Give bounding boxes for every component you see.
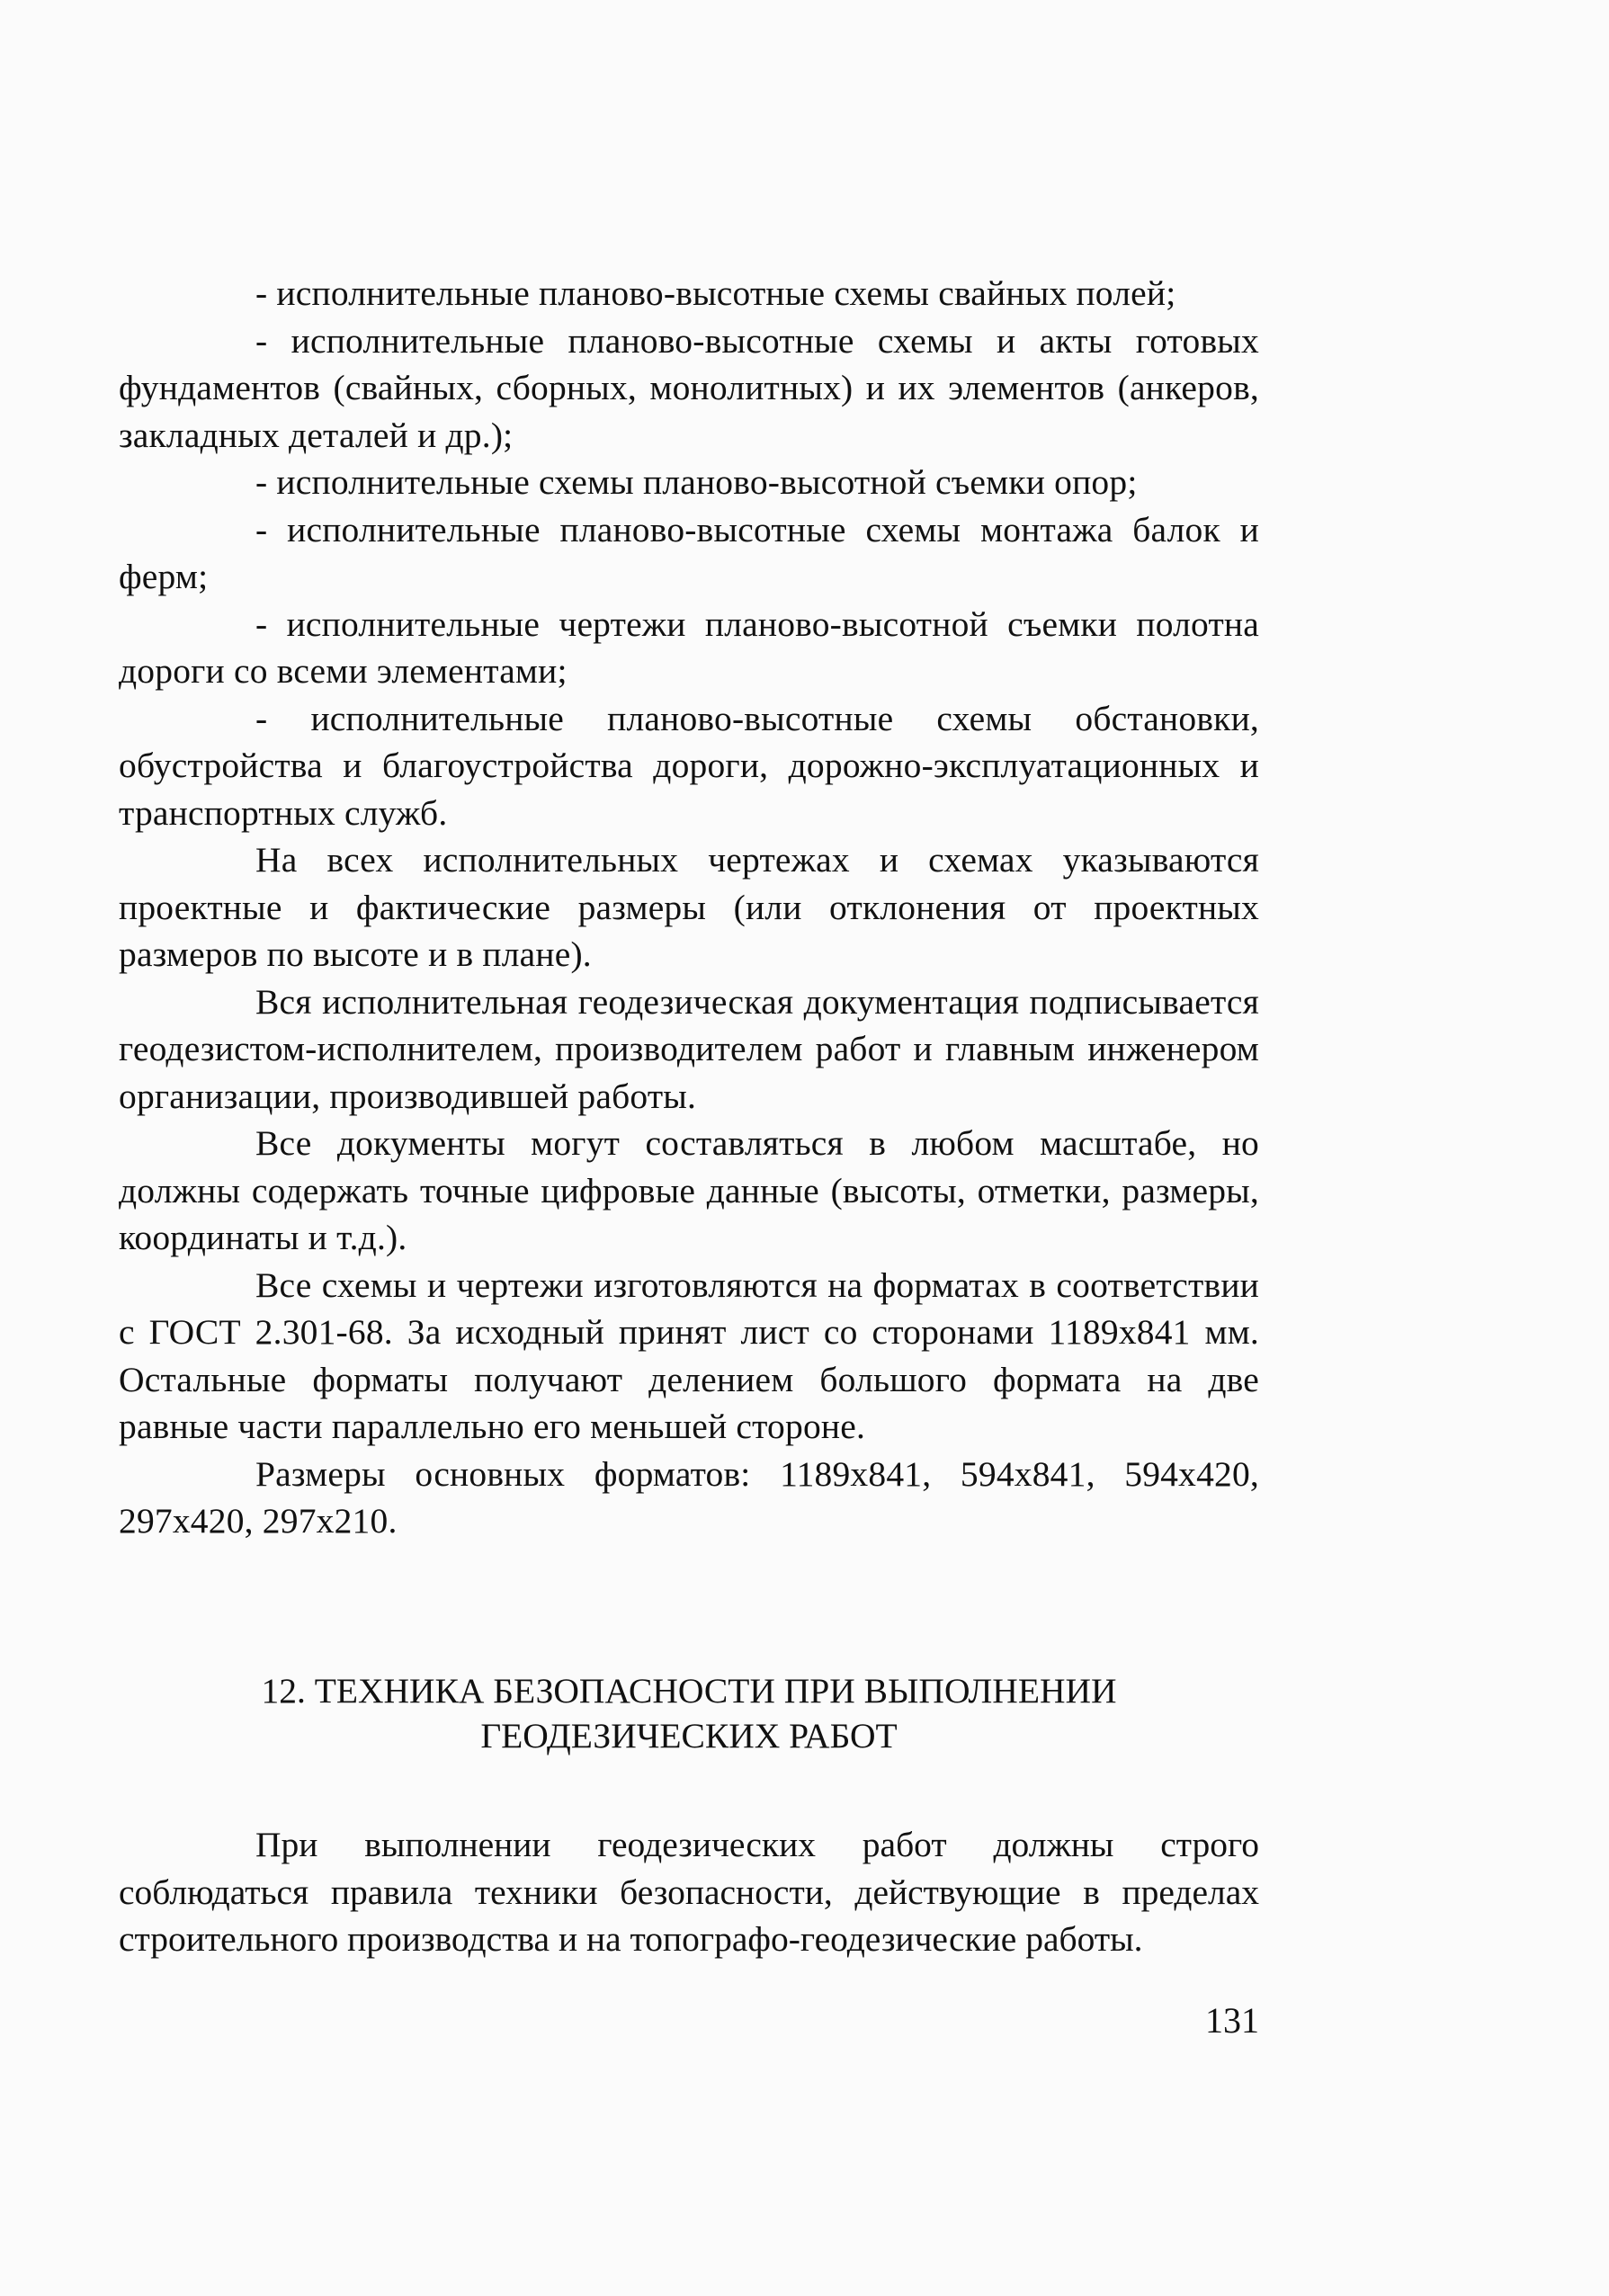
paragraph-list-item: - исполнительные чертежи планово-высотной съемки полотна дороги со всеми элементами;: [119, 603, 1259, 691]
section-heading: [119, 1668, 1259, 1758]
paragraph: Размеры основных форматов: 1189х841, 594х841, 594х420, 297х420, 297х210.: [119, 1453, 1259, 1541]
paragraph: Все схемы и чертежи изготовляются на форматах в соответствии с ГОСТ 2.301-68. За исходный принят лист со сторонами 1189х841 мм. Остальные форматы получают делением большого формата на две равные части параллельно его меньшей стороне.: [119, 1264, 1259, 1446]
page-number: 131: [1205, 2000, 1259, 2041]
body-text: [119, 270, 1259, 1545]
paragraph-list-item: - исполнительные планово-высотные схемы свайных полей;: [255, 273, 1176, 313]
section-heading-line-1: 12. ТЕХНИКА БЕЗОПАСНОСТИ ПРИ ВЫПОЛНЕНИИ: [261, 1671, 1117, 1711]
paragraph-list-item: - исполнительные планово-высотные схемы монтажа балок и ферм;: [119, 509, 1259, 596]
paragraph: На всех исполнительных чертежах и схемах указываются проектные и фактические размеры (или отклонения от проектных размеров по высоте и в плане).: [119, 840, 1259, 974]
paragraph: Все документы могут составляться в любом масштабе, но должны содержать точные цифровые данные (высоты, отметки, размеры, координаты и т.д.).: [119, 1123, 1259, 1257]
paragraph: Вся исполнительная геодезическая документация подписывается геодезистом-исполнителем, производителем работ и главным инженером организации, производившей работы.: [119, 981, 1259, 1116]
paragraph-list-item: - исполнительные планово-высотные схемы и акты готовых фундаментов (свайных, сборных, монолитных) и их элементов (анкеров, закладных деталей и др.);: [119, 320, 1259, 455]
closing-paragraph: При выполнении геодезических работ должны строго соблюдаться правила техники безопасности, действующие в пределах строительного производства и на топографо-геодезические работы.: [119, 1825, 1259, 1959]
paragraph-list-item: - исполнительные схемы планово-высотной съемки опор;: [255, 462, 1138, 502]
section-heading-line-2: ГЕОДЕЗИЧЕСКИХ РАБОТ: [480, 1716, 898, 1756]
paragraph-list-item: - исполнительные планово-высотные схемы обстановки, обустройства и благоустройства дороги, дорожно-эксплуатационных и транспортных служб.: [119, 698, 1259, 833]
